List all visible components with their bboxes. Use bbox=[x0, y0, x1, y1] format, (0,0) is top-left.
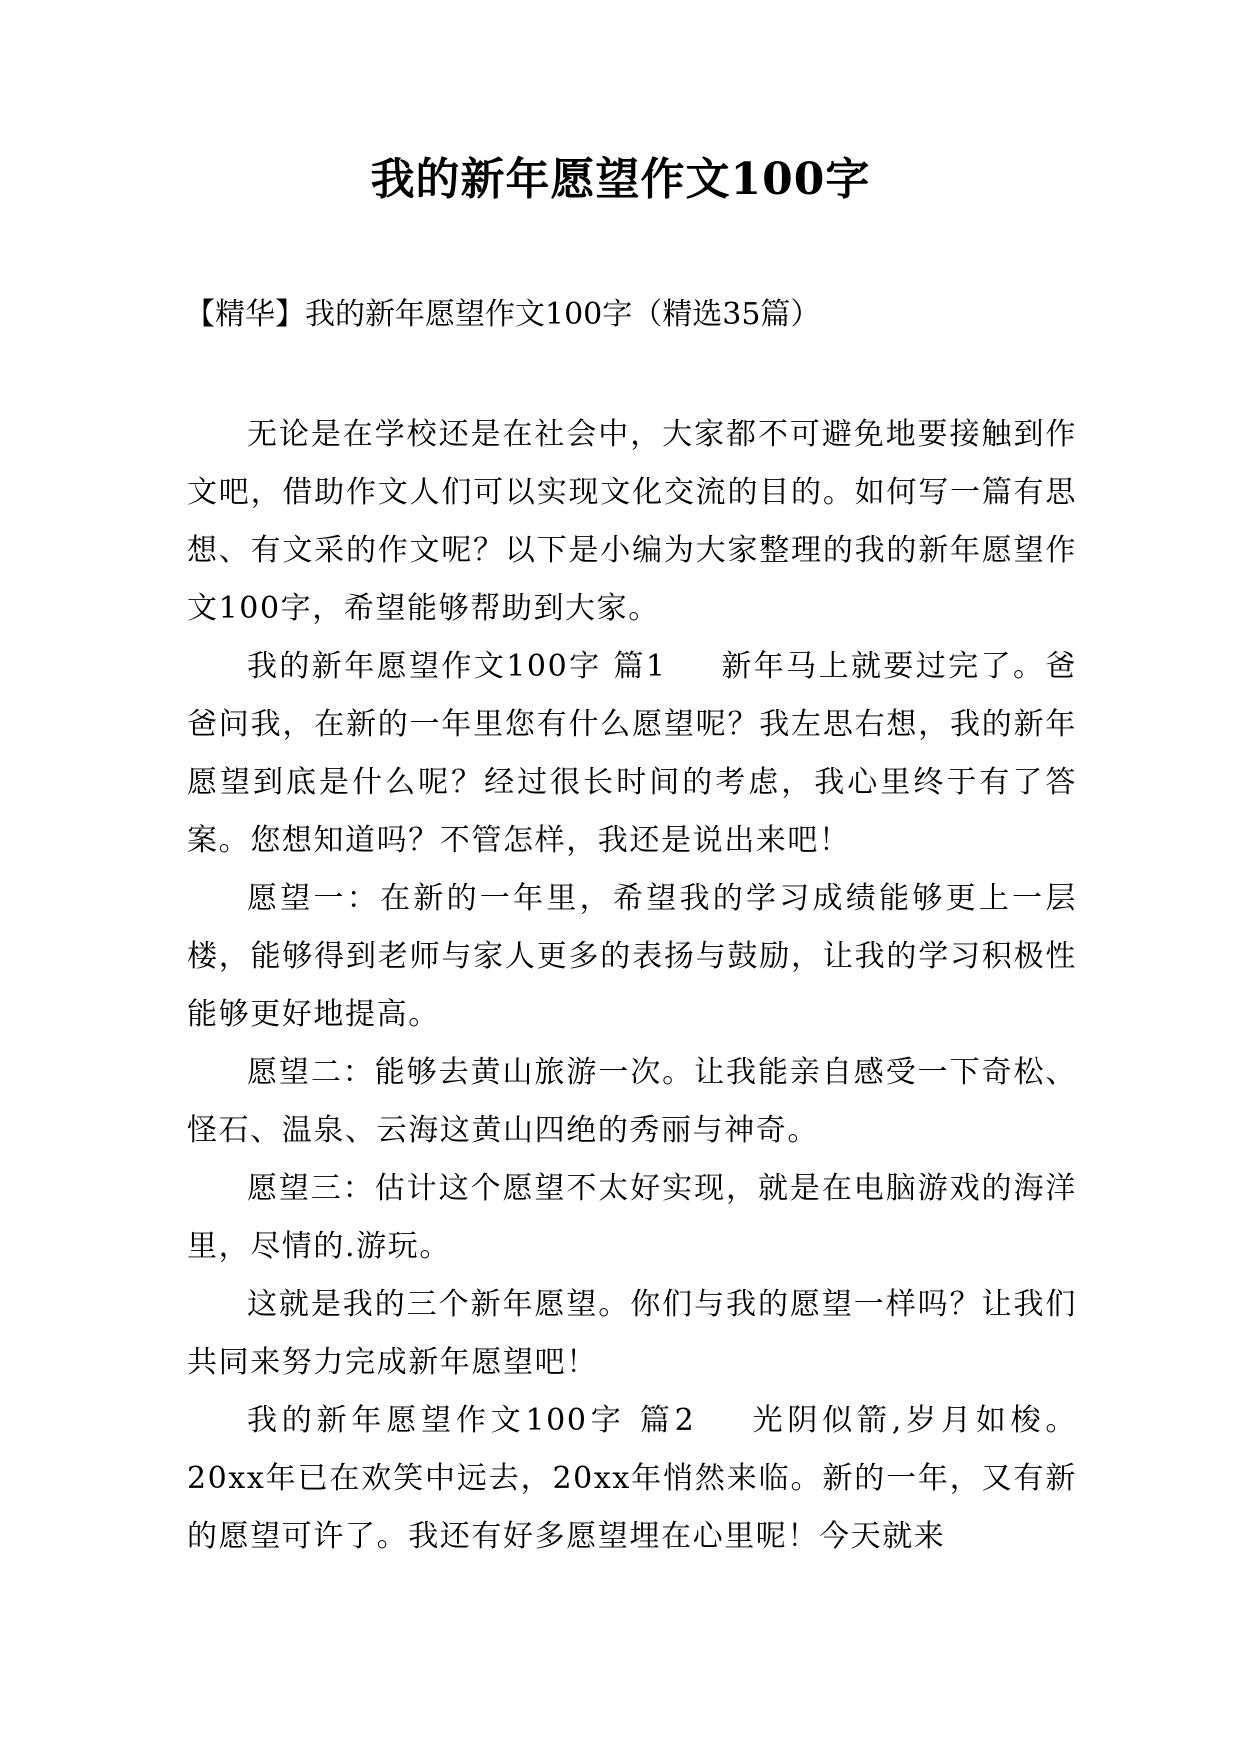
document-body bbox=[187, 406, 1077, 1566]
article-1-lead: 新年马上就要过完了。爸爸问我，在新的一年里您有什么愿望呢？我左思右想，我的新年愿望到底是什么呢？经过很长时间的考虑，我心里终于有了答案。您想知道吗？不管怎样，我还是说出来吧！ bbox=[187, 649, 1077, 858]
document-subtitle: 【精华】我的新年愿望作文100字（精选35篇） bbox=[185, 297, 821, 332]
wish-1-paragraph: 愿望一：在新的一年里，希望我的学习成绩能够更上一层楼，能够得到老师与家人更多的表扬与鼓励，让我的学习积极性能够更好地提高。 bbox=[187, 881, 1077, 1032]
article-2-opening bbox=[187, 1392, 1077, 1566]
article-2-lead: 光阴似箭,岁月如梭。20xx年已在欢笑中远去，20xx年悄然来临。新的一年，又有新的愿望可许了。我还有好多愿望埋在心里呢！今天就来 bbox=[187, 1403, 1077, 1554]
article-1-heading: 我的新年愿望作文100字 篇1 bbox=[247, 649, 667, 684]
intro-paragraph: 无论是在学校还是在社会中，大家都不可避免地要接触到作文吧，借助作文人们可以实现文化交流的目的。如何写一篇有思想、有文采的作文呢？以下是小编为大家整理的我的新年愿望作文100字，希望能够帮助到大家。 bbox=[187, 417, 1077, 626]
wish-2-paragraph: 愿望二：能够去黄山旅游一次。让我能亲自感受一下奇松、怪石、温泉、云海这黄山四绝的秀丽与神奇。 bbox=[187, 1055, 1077, 1148]
article-1-ending: 这就是我的三个新年愿望。你们与我的愿望一样吗？让我们共同来努力完成新年愿望吧！ bbox=[187, 1287, 1077, 1380]
article-2-heading: 我的新年愿望作文100字 篇2 bbox=[247, 1403, 696, 1438]
wish-3-paragraph: 愿望三：估计这个愿望不太好实现，就是在电脑游戏的海洋里，尽情的.游玩。 bbox=[187, 1171, 1077, 1264]
document-title: 我的新年愿望作文100字 bbox=[370, 154, 871, 205]
article-1-opening bbox=[187, 638, 1077, 870]
